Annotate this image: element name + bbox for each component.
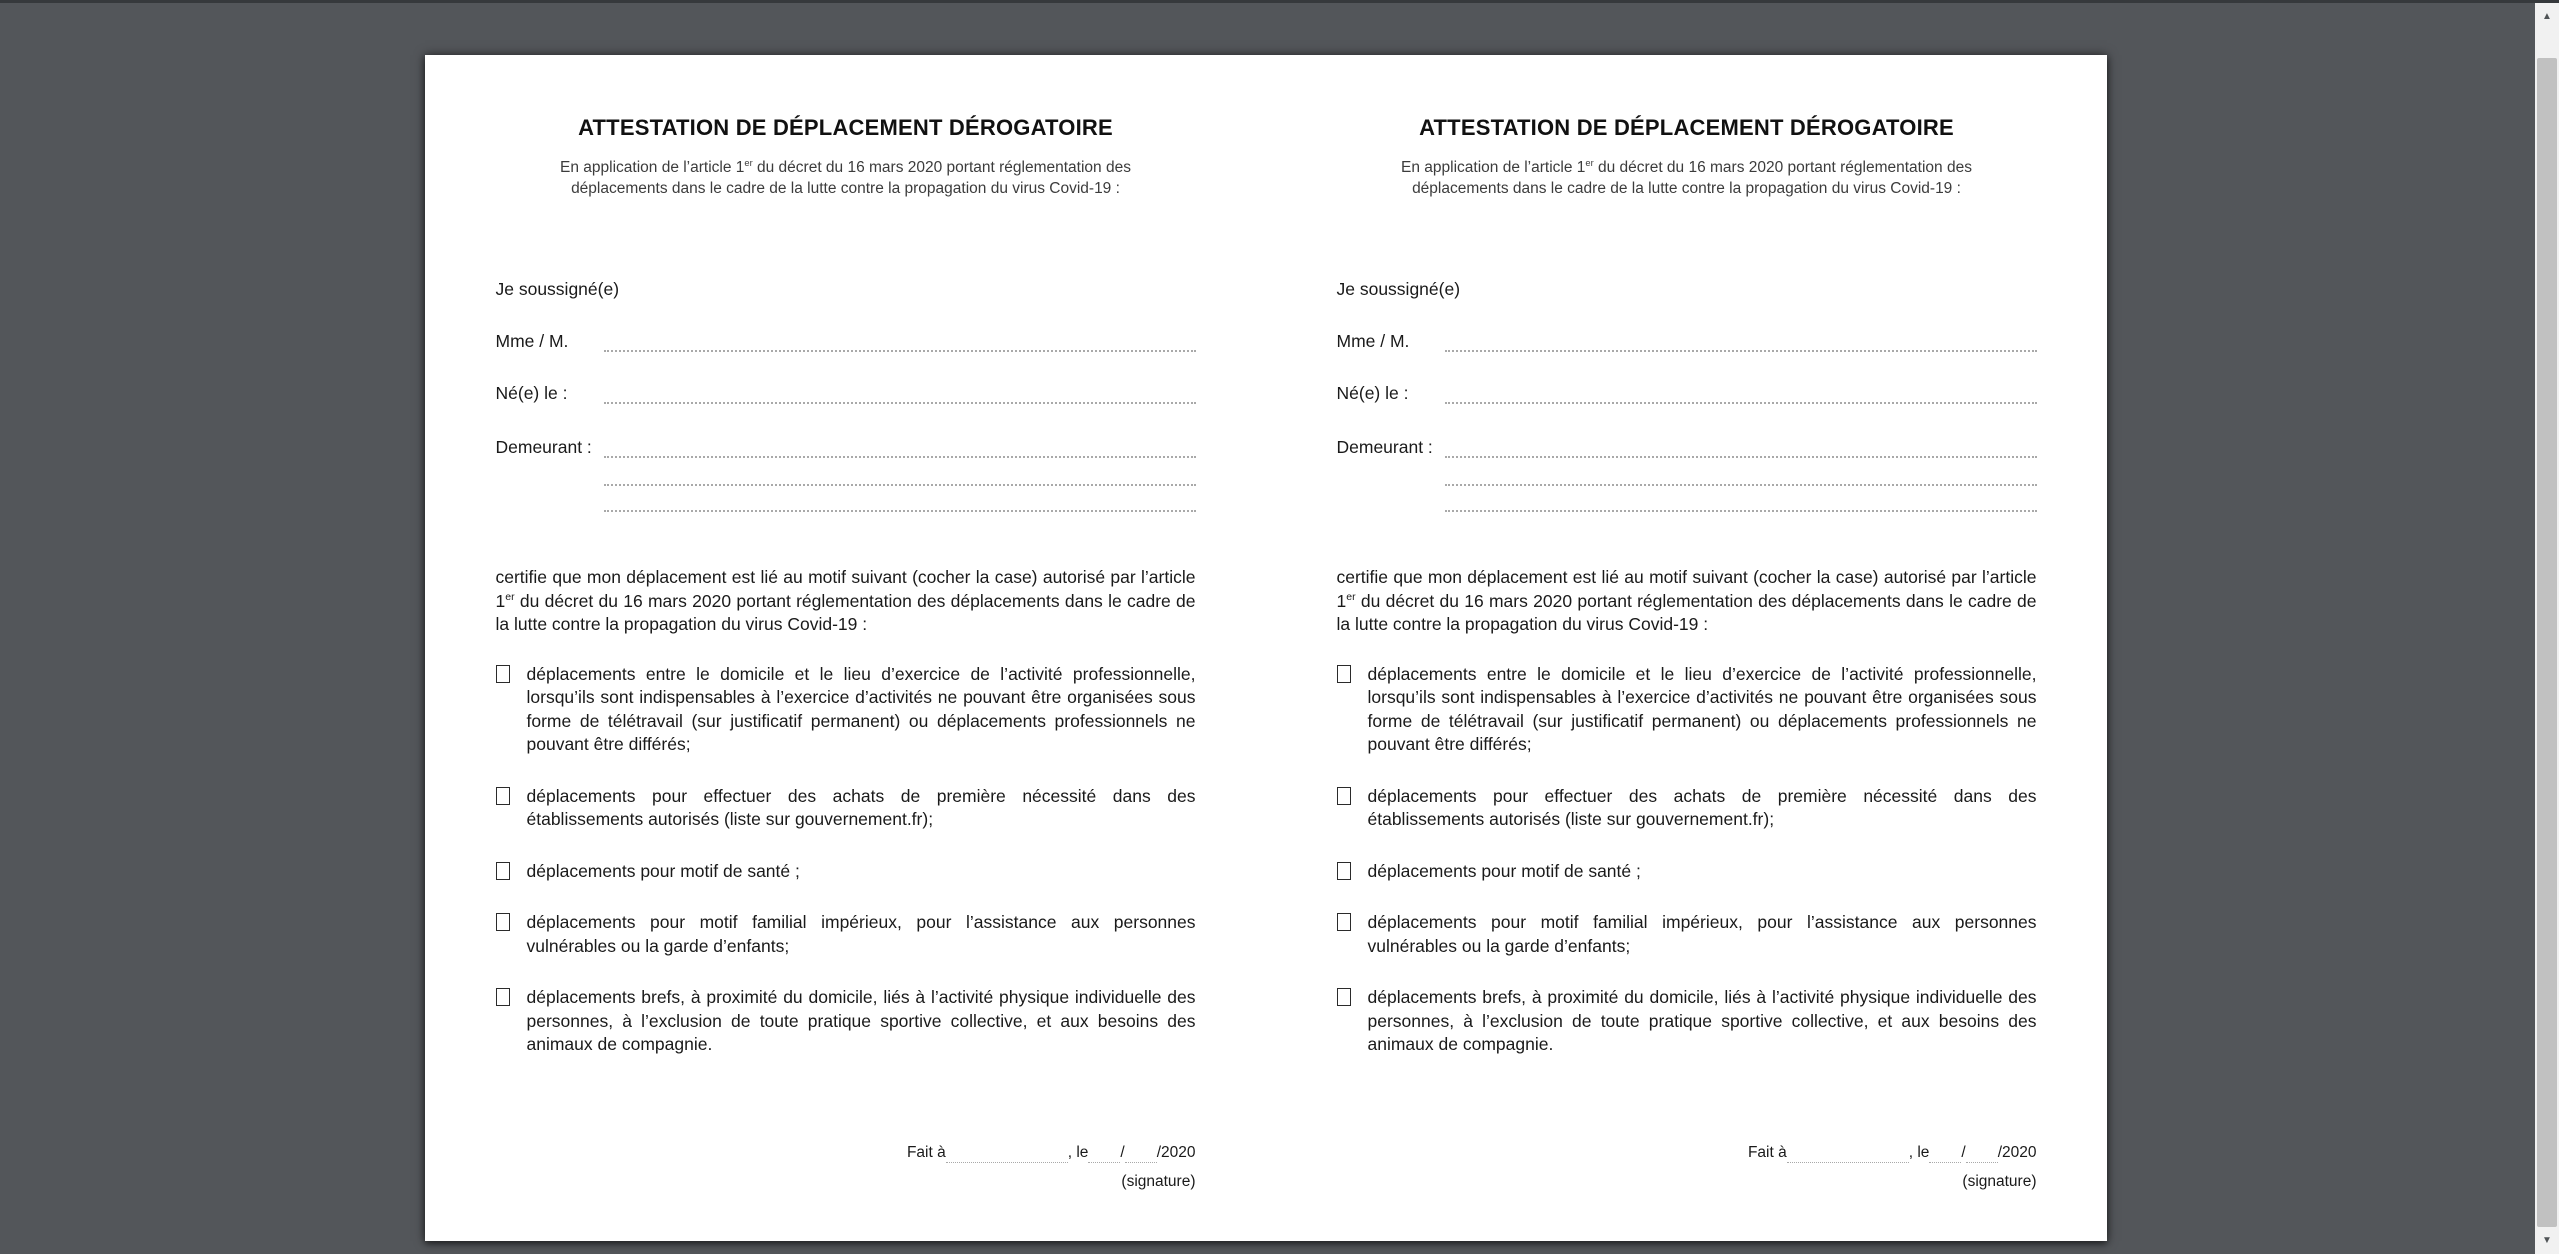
motif-list — [496, 663, 1196, 1057]
motif-checkbox-exercise — [496, 988, 510, 1006]
fait-a-label: Fait à — [906, 1143, 946, 1161]
day-input-line — [1929, 1147, 1961, 1163]
motif-item-family — [496, 911, 1196, 958]
motif-checkbox-family — [496, 913, 510, 931]
motif-item-health — [1337, 860, 2037, 884]
motif-item-work — [1337, 663, 2037, 757]
motif-item-exercise — [1337, 986, 2037, 1057]
motif-text-family: déplacements pour motif familial impérieux, pour l’assistance aux personnes vulnérables ou la garde d’enfants; — [526, 912, 1196, 956]
motif-item-shopping — [1337, 785, 2037, 832]
certify-text: certifie que mon déplacement est lié au motif suivant (cocher la case) autorisé par l’article 1 — [495, 567, 1196, 611]
motif-checkbox-family — [1337, 913, 1351, 931]
document-title: ATTESTATION DE DÉPLACEMENT DÉROGATOIRE — [1419, 115, 1954, 140]
year-label: /2020 — [1156, 1143, 1196, 1161]
fait-a-label: Fait à — [1747, 1143, 1787, 1161]
certify-text: certifie que mon déplacement est lié au motif suivant (cocher la case) autorisé par l’article 1 — [1336, 567, 2037, 611]
motif-text-exercise: déplacements brefs, à proximité du domicile, liés à l’activité physique individuelle des personnes, à l’exclusion de toute pratique sportive collective, et aux besoins des animaux de compagnie. — [526, 987, 1196, 1054]
year-label: /2020 — [1997, 1143, 2037, 1161]
motif-checkbox-health — [496, 862, 510, 880]
birthdate-label: Né(e) le : — [495, 383, 568, 403]
birthdate-input-line — [604, 384, 1196, 404]
address-input-line-3 — [604, 510, 1196, 512]
address-input-line-1 — [1445, 438, 2037, 458]
scrollbar-thumb[interactable] — [2537, 58, 2557, 1227]
motif-text-exercise: déplacements brefs, à proximité du domicile, liés à l’activité physique individuelle des personnes, à l’exclusion de toute pratique sportive collective, et aux besoins des animaux de compagnie. — [1367, 987, 2037, 1054]
motif-text-shopping: déplacements pour effectuer des achats de première nécessité dans des établissements autorisés (liste sur gouvernement.fr); — [526, 785, 1196, 829]
motif-checkbox-health — [1337, 862, 1351, 880]
certify-superscript: er — [505, 590, 515, 603]
signature-label: (signature) — [1121, 1172, 1196, 1190]
motif-checkbox-work — [496, 665, 510, 683]
place-input-line — [946, 1147, 1068, 1163]
document-page — [425, 55, 2107, 1241]
certify-text-cont: du décret du 16 mars 2020 portant réglementation des déplacements dans le cadre de la lutte contre la propagation du virus Covid-19 : — [495, 590, 1196, 634]
name-label: Mme / M. — [495, 331, 569, 351]
date-slash: / — [1961, 1143, 1966, 1161]
motif-item-health — [496, 860, 1196, 884]
je-soussigne-label: Je soussigné(e) — [1336, 279, 1461, 299]
name-input-line — [604, 332, 1196, 352]
address-label: Demeurant : — [1336, 437, 1433, 457]
certify-text-cont: du décret du 16 mars 2020 portant réglementation des déplacements dans le cadre de la lutte contre la propagation du virus Covid-19 : — [1336, 590, 2037, 634]
motif-checkbox-shopping — [496, 787, 510, 805]
le-label: , le — [1908, 1143, 1930, 1161]
motif-text-health: déplacements pour motif de santé ; — [1367, 860, 1641, 881]
document-subtitle — [536, 157, 1156, 199]
motif-list — [1337, 663, 2037, 1057]
le-label: , le — [1067, 1143, 1089, 1161]
motif-text-work: déplacements entre le domicile et le lieu d’exercice de l’activité professionnelle, lorsqu’ils sont indispensables à l’exercice d’activités ne pouvant être organisées sous forme de télétravail (sur justificatif permanent) ou déplacements professionnels ne pouvant être différés; — [526, 663, 1196, 754]
subtitle-superscript: er — [744, 157, 753, 168]
signature-label: (signature) — [1962, 1172, 2037, 1190]
birthdate-label: Né(e) le : — [1336, 383, 1409, 403]
birthdate-field-row — [496, 380, 1196, 404]
subtitle-text: En application de l’article 1 — [560, 159, 745, 176]
attestation-form-left — [496, 55, 1196, 1241]
attestation-form-right — [1337, 55, 2037, 1241]
motif-text-work: déplacements entre le domicile et le lieu d’exercice de l’activité professionnelle, lorsqu’ils sont indispensables à l’exercice d’activités ne pouvant être organisées sous forme de télétravail (sur justificatif permanent) ou déplacements professionnels ne pouvant être différés; — [1367, 663, 2037, 754]
scroll-up-icon[interactable]: ▲ — [2535, 3, 2559, 30]
subtitle-text-cont: du décret du 16 mars 2020 portant réglementation des déplacements dans le cadre de la lutte contre la propagation du virus Covid-19 : — [1412, 159, 1972, 197]
birthdate-input-line — [1445, 384, 2037, 404]
motif-item-work — [496, 663, 1196, 757]
motif-checkbox-work — [1337, 665, 1351, 683]
address-field-row — [496, 434, 1196, 458]
motif-text-shopping: déplacements pour effectuer des achats de première nécessité dans des établissements autorisés (liste sur gouvernement.fr); — [1367, 785, 2037, 829]
document-title: ATTESTATION DE DÉPLACEMENT DÉROGATOIRE — [578, 115, 1113, 140]
motif-checkbox-shopping — [1337, 787, 1351, 805]
motif-item-shopping — [496, 785, 1196, 832]
subtitle-text-cont: du décret du 16 mars 2020 portant réglementation des déplacements dans le cadre de la lutte contre la propagation du virus Covid-19 : — [571, 159, 1131, 197]
scroll-down-icon[interactable]: ▼ — [2535, 1227, 2559, 1254]
name-label: Mme / M. — [1336, 331, 1410, 351]
subtitle-superscript: er — [1585, 157, 1594, 168]
month-input-line — [1125, 1147, 1157, 1163]
month-input-line — [1966, 1147, 1998, 1163]
address-input-line-3 — [1445, 510, 2037, 512]
address-input-line-2 — [1445, 484, 2037, 486]
date-place-line — [496, 1143, 1196, 1163]
vertical-scrollbar[interactable] — [2535, 0, 2559, 1254]
window-top-edge — [0, 0, 2559, 3]
motif-text-health: déplacements pour motif de santé ; — [526, 860, 800, 881]
address-input-line-2 — [604, 484, 1196, 486]
place-input-line — [1787, 1147, 1909, 1163]
day-input-line — [1088, 1147, 1120, 1163]
address-field-row — [1337, 434, 2037, 458]
name-input-line — [1445, 332, 2037, 352]
certify-paragraph — [496, 566, 1196, 637]
birthdate-field-row — [1337, 380, 2037, 404]
name-field-row — [1337, 328, 2037, 352]
motif-checkbox-exercise — [1337, 988, 1351, 1006]
motif-text-family: déplacements pour motif familial impérieux, pour l’assistance aux personnes vulnérables ou la garde d’enfants; — [1367, 912, 2037, 956]
je-soussigne-label: Je soussigné(e) — [495, 279, 620, 299]
address-input-line-1 — [604, 438, 1196, 458]
motif-item-exercise — [496, 986, 1196, 1057]
certify-superscript: er — [1346, 590, 1356, 603]
subtitle-text: En application de l’article 1 — [1401, 159, 1586, 176]
address-label: Demeurant : — [495, 437, 592, 457]
certify-paragraph — [1337, 566, 2037, 637]
name-field-row — [496, 328, 1196, 352]
date-place-line — [1337, 1143, 2037, 1163]
document-subtitle — [1377, 157, 1997, 199]
motif-item-family — [1337, 911, 2037, 958]
date-slash: / — [1120, 1143, 1125, 1161]
